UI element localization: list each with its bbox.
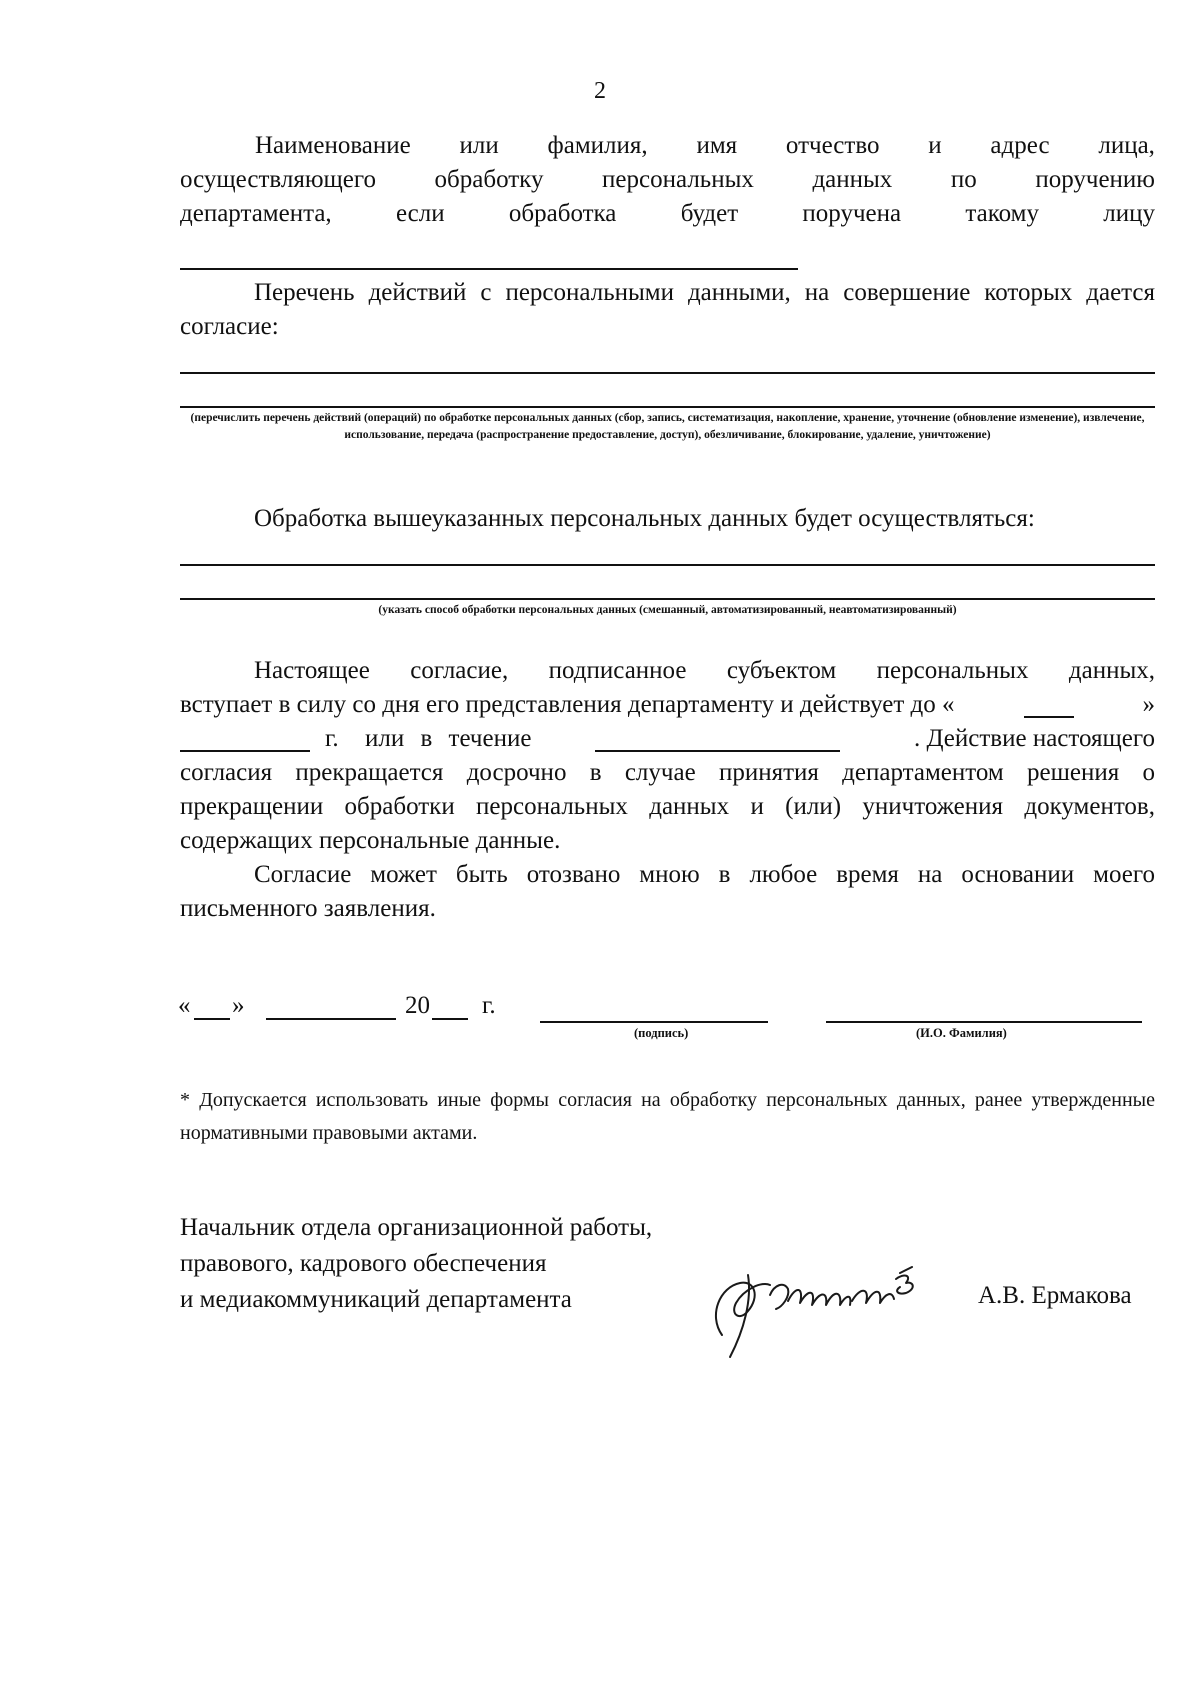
actions-fill-line-2[interactable] <box>180 406 1155 408</box>
word: фамилия, <box>547 132 648 159</box>
signatory-name: А.В. Ермакова <box>978 1282 1132 1309</box>
signature-stroke <box>852 1291 894 1303</box>
word: поручению <box>1035 166 1155 193</box>
word: данных <box>812 166 893 193</box>
handwritten-signature <box>700 1245 930 1360</box>
date-open-quote: « <box>178 992 191 1019</box>
footnote: * Допускается использовать иные формы согласия на обработку персональных данных, ранее утвержденные нормативными правовыми актами. <box>180 1089 1155 1144</box>
method-fill-line-2[interactable] <box>180 598 1155 600</box>
name-line[interactable] <box>826 1021 1142 1023</box>
word: поручена <box>802 200 902 227</box>
word: обработку <box>434 166 544 193</box>
word: такому <box>965 200 1039 227</box>
name-caption: (И.О. Фамилия) <box>916 1026 1007 1040</box>
date-close-quote: » <box>232 992 245 1019</box>
word: или <box>459 132 499 159</box>
signatory-position <box>180 1210 652 1318</box>
validity-during-label: или в течение <box>365 725 532 752</box>
method-paragraph: Обработка вышеуказанных персональных данных будет осуществляться: <box>254 505 1035 532</box>
actions-paragraph: Перечень действий с персональными данными, на совершение которых дается согласие: <box>180 279 1155 340</box>
validity-line-1: Настоящее согласие, подписанное субъектом персональных данных, <box>254 657 1155 684</box>
word: Наименование <box>255 132 411 159</box>
actions-fill-line-1[interactable] <box>180 372 1155 374</box>
validity-rest: согласия прекращается досрочно в случае принятия департаментом решения о прекращении обработки персональных данных и (или) уничтожения документов, содержащих персональные данные. <box>180 759 1155 854</box>
validity-line-2 <box>180 688 1155 722</box>
position-line-2: правового, кадрового обеспечения <box>180 1250 547 1277</box>
word: отчество <box>785 132 880 159</box>
signature-stroke <box>896 1276 913 1294</box>
signature-caption: (подпись) <box>634 1026 689 1040</box>
date-year-blank[interactable] <box>432 992 468 1020</box>
word: по <box>950 166 977 193</box>
date-day-blank[interactable] <box>194 992 230 1020</box>
validity-period-blank[interactable] <box>595 724 840 752</box>
word: обработка <box>508 200 617 227</box>
date-year-prefix: 20 <box>405 992 430 1019</box>
word: и <box>928 132 942 159</box>
validity-month-blank[interactable] <box>180 724 310 752</box>
method-fill-line-1[interactable] <box>180 564 1155 566</box>
validity-g-label: г. <box>325 725 339 752</box>
processor-fill-line[interactable] <box>180 268 798 270</box>
signature-stroke <box>900 1267 912 1273</box>
date-year-suffix: г. <box>482 992 496 1019</box>
method-caption: (указать способ обработки персональных данных (смешанный, автоматизированный, неавтоматизированный) <box>378 604 957 616</box>
processor-line-3 <box>180 200 1155 228</box>
actions-caption: (перечислить перечень действий (операций) по обработке персональных данных (сбор, запись, систематизация, накопление, хранение, уточнение (обновление изменение), извлечение, использование, передача (распространение предоставление, доступ), обезличивание, блокирование, удаление, уничтожение) <box>190 412 1145 441</box>
validity-line-3-tail: . Действие настоящего <box>913 725 1155 752</box>
word: лицу <box>1103 200 1155 227</box>
signature-stroke <box>788 1290 850 1305</box>
processor-line-1 <box>255 132 1155 160</box>
date-month-blank[interactable] <box>266 992 396 1020</box>
validity-close-quote: » <box>1142 691 1155 718</box>
word: департамента, <box>180 200 332 227</box>
position-line-1: Начальник отдела организационной работы, <box>180 1214 653 1241</box>
position-line-3: и медиакоммуникаций департамента <box>180 1286 572 1313</box>
signature-line[interactable] <box>540 1021 768 1023</box>
validity-day-blank[interactable] <box>1024 690 1074 718</box>
word: осуществляющего <box>180 166 376 193</box>
page-number: 2 <box>594 78 606 104</box>
word: имя <box>696 132 738 159</box>
processor-line-2 <box>180 166 1155 194</box>
word: если <box>395 200 445 227</box>
revoke-paragraph: Согласие может быть отозвано мною в любое время на основании моего письменного заявления. <box>180 861 1155 922</box>
word: адрес <box>990 132 1050 159</box>
word: персональных <box>602 166 754 193</box>
signature-stroke <box>770 1285 788 1309</box>
word: лица, <box>1098 132 1155 159</box>
word: будет <box>680 200 739 227</box>
validity-line-2-text: вступает в силу со дня его представления департаменту и действует до « <box>180 691 955 718</box>
